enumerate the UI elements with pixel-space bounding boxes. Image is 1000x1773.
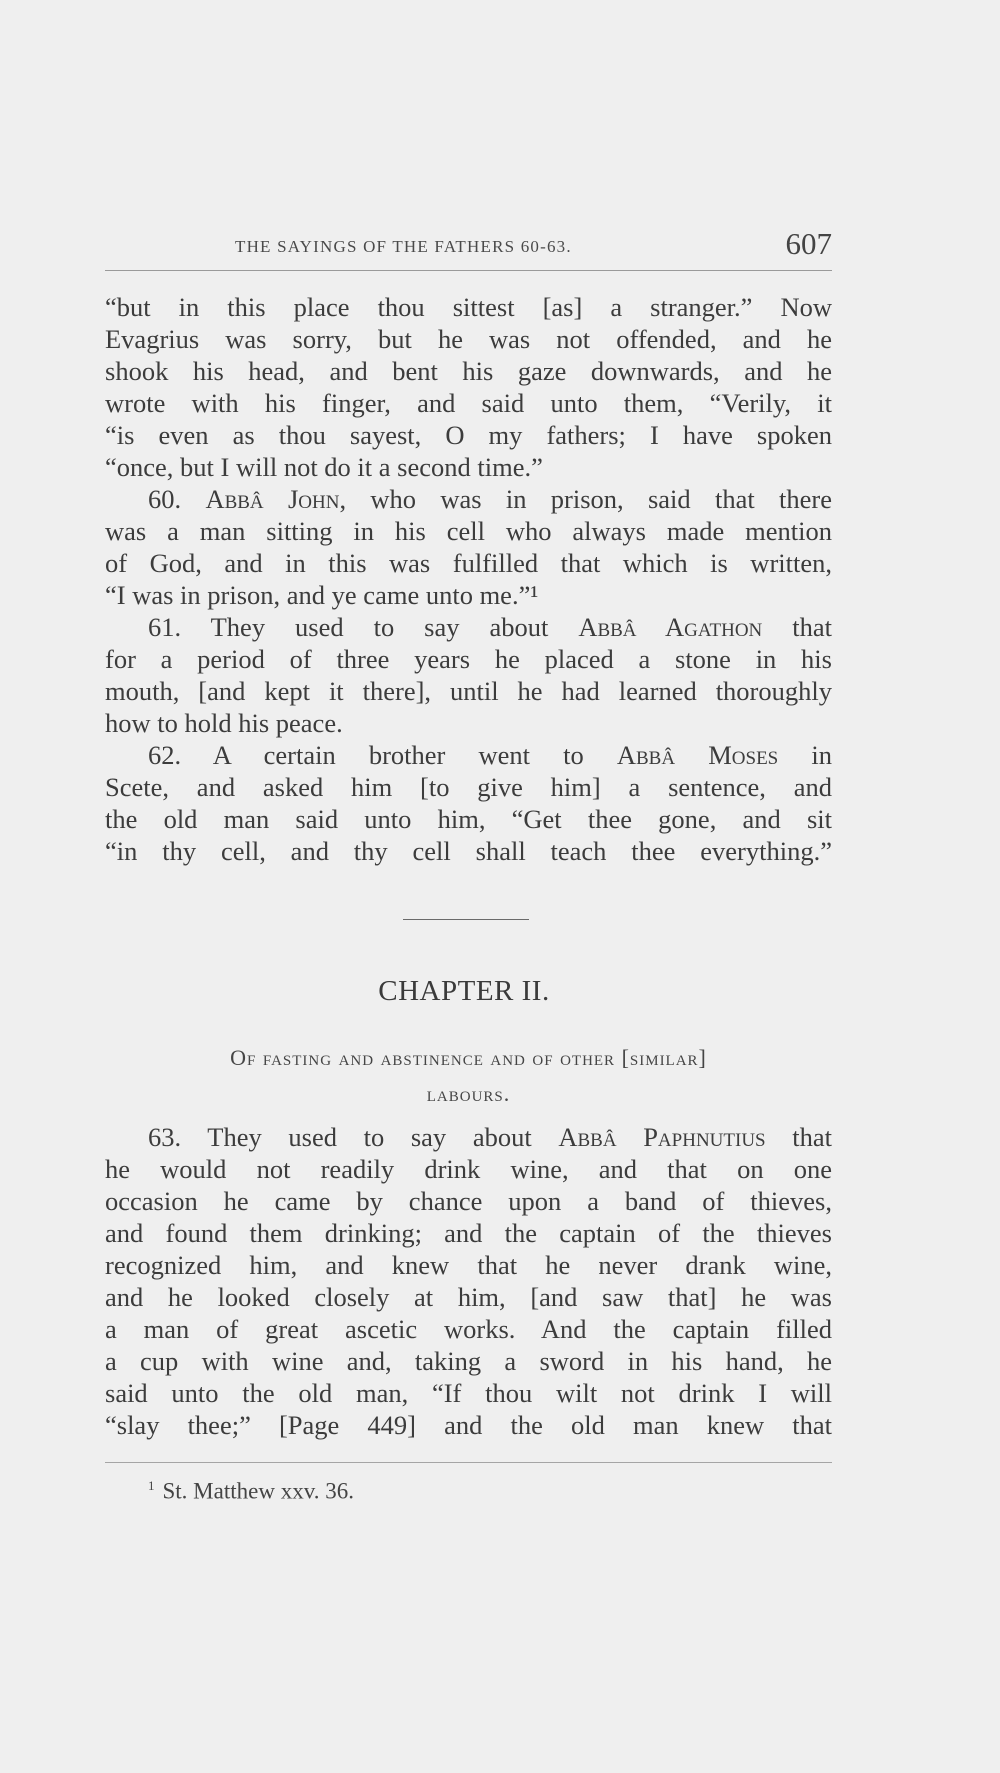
text-line — [105, 515, 832, 547]
line-text: “is even as thou sayest, O my fathers; I have spoken — [105, 420, 832, 450]
text-line — [105, 1313, 832, 1345]
text-line — [105, 579, 832, 611]
text-line — [105, 643, 832, 675]
line-text: of God, and in this was fulfilled that which is written, — [105, 548, 832, 578]
line-text: how to hold his peace. — [105, 708, 343, 738]
text-line — [105, 1153, 832, 1185]
text-line — [105, 483, 832, 515]
text-line — [105, 1345, 832, 1377]
text-line — [105, 803, 832, 835]
line-text: 61. They used to say about — [148, 612, 579, 642]
line-text: a cup with wine and, taking a sword in his hand, he — [105, 1346, 832, 1376]
text-line — [105, 387, 832, 419]
line-text: and he looked closely at him, [and saw that] he was — [105, 1282, 832, 1312]
line-text: said unto the old man, “If thou wilt not drink I will — [105, 1378, 832, 1408]
person-name: Abbâ John — [205, 484, 340, 514]
text-line — [105, 611, 832, 643]
footnote-text: St. Matthew xxv. 36. — [162, 1478, 354, 1504]
running-head — [105, 226, 832, 266]
running-title: THE SAYINGS OF THE FATHERS 60-63. — [235, 237, 572, 256]
line-text: “I was in prison, and ye came unto me.”¹ — [105, 580, 539, 610]
text-line — [105, 771, 832, 803]
line-text: 62. A certain brother went to — [148, 740, 617, 770]
text-line — [105, 451, 832, 483]
line-text: 60. — [148, 484, 206, 514]
footnote-marker: 1 — [148, 1478, 155, 1493]
line-text: “in thy cell, and thy cell shall teach thee everything.” — [105, 836, 832, 866]
text-block-sayings-59-62 — [105, 291, 832, 867]
line-text: , who was in prison, said that there — [339, 484, 832, 514]
text-line — [105, 1409, 832, 1441]
line-text: occasion he came by chance upon a band of thieves, — [105, 1186, 832, 1216]
text-block-saying-63 — [105, 1121, 832, 1441]
line-text: for a period of three years he placed a stone in his — [105, 644, 832, 674]
line-text: “but in this place thou sittest [as] a stranger.” Now — [105, 292, 832, 322]
text-line — [105, 419, 832, 451]
text-line — [105, 547, 832, 579]
line-text: Evagrius was sorry, but he was not offended, and he — [105, 324, 832, 354]
footnote — [148, 1478, 354, 1505]
line-text: mouth, [and kept it there], until he had learned thoroughly — [105, 676, 832, 706]
line-text: that — [762, 612, 832, 642]
line-text: he would not readily drink wine, and that on one — [105, 1154, 832, 1184]
text-line — [105, 1121, 832, 1153]
section-separator-rule — [403, 919, 529, 920]
text-line — [105, 675, 832, 707]
text-line — [105, 355, 832, 387]
line-text: Scete, and asked him [to give him] a sentence, and — [105, 772, 832, 802]
header-rule — [105, 270, 832, 271]
person-name: Abbâ Paphnutius — [558, 1122, 766, 1152]
line-text: was a man sitting in his cell who always made mention — [105, 516, 832, 546]
page-number: 607 — [785, 226, 832, 261]
line-text: “slay thee;” [Page 449] and the old man knew that — [105, 1410, 832, 1440]
text-line — [105, 835, 832, 867]
text-line — [105, 1185, 832, 1217]
person-name: Abbâ Moses — [616, 740, 779, 770]
line-text: the old man said unto him, “Get thee gone, and sit — [105, 804, 832, 834]
text-line — [105, 739, 832, 771]
footnote-rule — [105, 1462, 832, 1463]
line-text: recognized him, and knew that he never drank wine, — [105, 1250, 832, 1280]
line-text: a man of great ascetic works. And the captain filled — [105, 1314, 832, 1344]
text-line — [105, 1249, 832, 1281]
text-line — [105, 1217, 832, 1249]
line-text: 63. They used to say about — [148, 1122, 559, 1152]
line-text: that — [765, 1122, 832, 1152]
line-text: in — [778, 740, 832, 770]
line-text: “once, but I will not do it a second time.” — [105, 452, 543, 482]
text-line — [105, 1377, 832, 1409]
text-line — [105, 707, 832, 739]
text-line — [105, 323, 832, 355]
line-text: wrote with his finger, and said unto them, “Verily, it — [105, 388, 832, 418]
text-line — [105, 1281, 832, 1313]
text-line — [105, 291, 832, 323]
line-text: and found them drinking; and the captain of the thieves — [105, 1218, 832, 1248]
chapter-heading: CHAPTER II. — [378, 975, 550, 1007]
chapter-subtitle — [105, 1040, 832, 1112]
person-name: Abbâ Agathon — [578, 612, 763, 642]
chapter-subtitle-line: labours. — [426, 1081, 511, 1106]
line-text: shook his head, and bent his gaze downwards, and he — [105, 356, 832, 386]
chapter-subtitle-line: Of fasting and abstinence and of other [similar] — [230, 1045, 707, 1070]
